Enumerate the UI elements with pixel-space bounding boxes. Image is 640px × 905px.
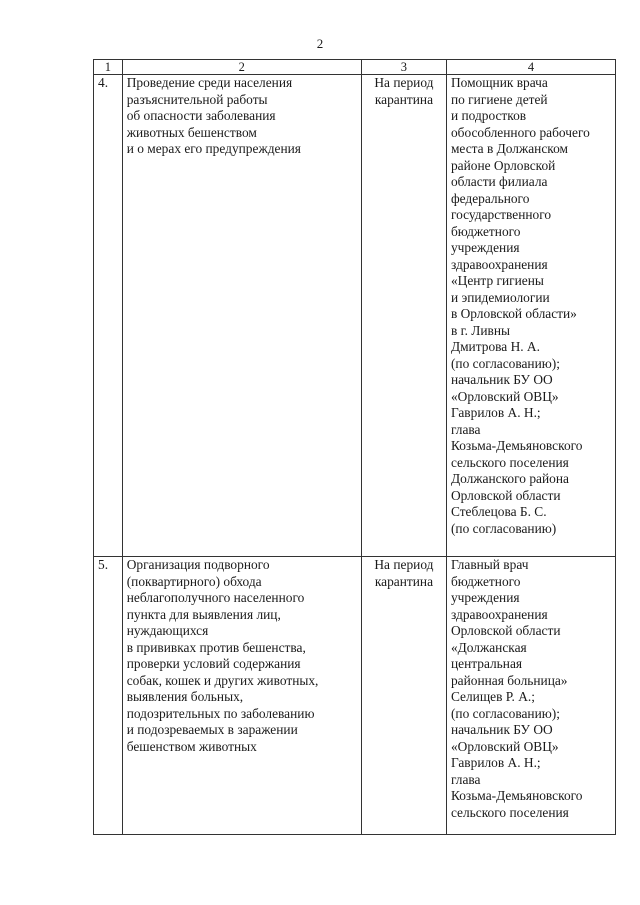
cell-line: подозрительных по заболеванию	[126, 705, 315, 721]
cell-line: проверки условий содержания	[126, 656, 301, 671]
measure-cell	[122, 75, 361, 557]
measure-cell	[122, 557, 361, 835]
cell-line: выявления больных,	[126, 689, 244, 704]
cell-line: карантина	[374, 91, 434, 107]
cell-line: Проведение среди населения	[126, 75, 293, 90]
cell-line: начальник БУ ОО	[450, 372, 553, 387]
cell-line: Стеблецова Б. С.	[450, 504, 547, 519]
responsible-cell	[446, 75, 615, 557]
cell-line: На период	[374, 557, 434, 572]
cell-line: Орловской области	[450, 487, 561, 503]
cell-line: и подростков	[450, 108, 527, 123]
cell-line: в прививках против бешенства,	[126, 639, 306, 655]
cell-line: Козьма-Демьяновского	[450, 438, 583, 453]
cell-line: пункта для выявления лиц,	[126, 606, 281, 622]
cell-line: и о мерах его предупреждения	[126, 141, 301, 156]
cell-line: На период	[374, 75, 434, 90]
cell-line: (по согласованию)	[450, 520, 557, 536]
measures-table	[93, 59, 616, 835]
cell-line: глава	[450, 771, 481, 787]
cell-line: Гаврилов А. Н.;	[450, 755, 541, 770]
cell-line: «Должанская	[450, 639, 527, 655]
cell-line: бюджетного	[450, 223, 521, 239]
responsible-cell	[446, 557, 615, 835]
cell-line: районе Орловской	[450, 157, 556, 173]
cell-line: (по согласованию);	[450, 355, 560, 371]
cell-line: Козьма-Демьяновского	[450, 788, 583, 803]
cell-line: (поквартирного) обхода	[126, 573, 262, 589]
cell-line: неблагополучного населенного	[126, 590, 305, 605]
row-number: 4.	[94, 75, 123, 557]
cell-line: Селищев Р. А.;	[450, 689, 535, 704]
cell-line: учреждения	[450, 240, 520, 255]
cell-line: карантина	[374, 573, 434, 589]
cell-line: «Центр гигиены	[450, 273, 544, 288]
cell-line: разъяснительной работы	[126, 91, 268, 107]
cell-line: бюджетного	[450, 573, 521, 589]
column-number-2: 2	[122, 60, 361, 75]
cell-line: начальник БУ ОО	[450, 722, 553, 737]
cell-line: Главный врач	[450, 557, 529, 572]
cell-line: об опасности заболевания	[126, 108, 276, 123]
column-number-4: 4	[446, 60, 615, 75]
cell-line: Организация подворного	[126, 557, 270, 572]
cell-line: государственного	[450, 207, 552, 222]
cell-line: Должанского района	[450, 471, 569, 486]
cell-line: сельского поселения	[450, 454, 569, 470]
cell-line: в г. Ливны	[450, 322, 511, 338]
page-number: 2	[316, 36, 324, 51]
cell-line: районная больница»	[450, 672, 568, 688]
cell-line: области филиала	[450, 174, 548, 189]
cell-line: нуждающихся	[126, 623, 209, 638]
row-number: 5.	[94, 557, 123, 835]
cell-line: животных бешенством	[126, 124, 257, 140]
cell-line: в Орловской области»	[450, 306, 577, 321]
column-number-1: 1	[94, 60, 123, 75]
cell-line: Дмитрова Н. А.	[450, 339, 540, 354]
cell-line: Орловской области	[450, 623, 561, 638]
cell-line: глава	[450, 421, 481, 437]
table-row	[94, 557, 616, 835]
period-cell	[361, 75, 446, 557]
period-cell	[361, 557, 446, 835]
cell-line: «Орловский ОВЦ»	[450, 388, 559, 404]
cell-line: здравоохранения	[450, 606, 548, 622]
cell-line: Помощник врача	[450, 75, 548, 90]
cell-line: Гаврилов А. Н.;	[450, 405, 541, 420]
cell-line: и подозреваемых в заражении	[126, 722, 298, 737]
cell-line: (по согласованию);	[450, 705, 560, 721]
cell-line: бешенством животных	[126, 738, 257, 754]
cell-line: здравоохранения	[450, 256, 548, 272]
column-number-3: 3	[361, 60, 446, 75]
cell-line: учреждения	[450, 590, 520, 605]
table-row	[94, 75, 616, 557]
cell-line: по гигиене детей	[450, 91, 548, 107]
cell-line: места в Должанском	[450, 141, 569, 156]
cell-line: и эпидемиологии	[450, 289, 550, 305]
cell-line: сельского поселения	[450, 804, 569, 820]
cell-line: собак, кошек и других животных,	[126, 672, 319, 688]
cell-line: обособленного рабочего	[450, 124, 590, 140]
cell-line: федерального	[450, 190, 530, 206]
cell-line: центральная	[450, 656, 523, 671]
cell-line: «Орловский ОВЦ»	[450, 738, 559, 754]
table-header-row	[94, 60, 616, 75]
